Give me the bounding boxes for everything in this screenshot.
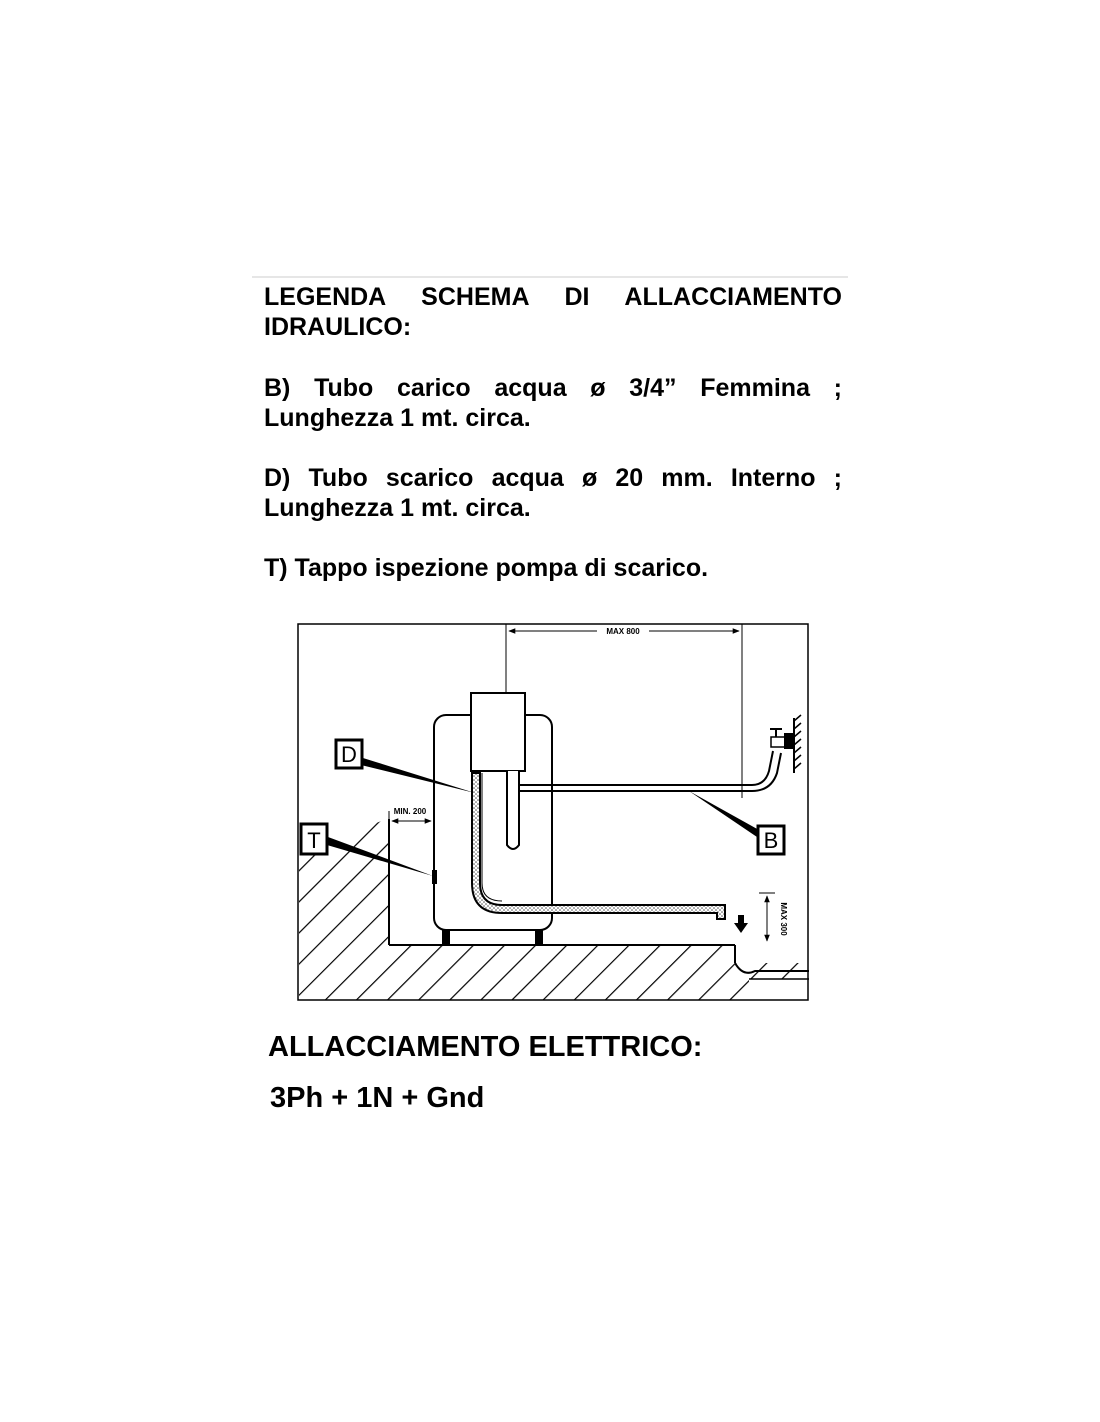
legend-item-d: D) Tubo scarico acqua ø 20 mm. Interno ; Lunghezza 1 mt. circa. — [264, 464, 842, 522]
inlet-loop — [507, 771, 519, 849]
label-d: D — [341, 742, 357, 767]
electrical-value: 3Ph + 1N + Gnd — [270, 1082, 485, 1114]
max-height-label: MAX 300 — [779, 902, 788, 936]
hydraulic-legend — [264, 282, 842, 613]
legend-item-b: B) Tubo carico acqua ø 3/4” Femmina ; Lunghezza 1 mt. circa. — [264, 374, 842, 432]
max-width-label: MAX 800 — [606, 627, 640, 636]
legend-item-t: T) Tappo ispezione pompa di scarico. — [264, 554, 709, 582]
electrical-title: ALLACCIAMENTO ELETTRICO: — [268, 1031, 703, 1063]
control-box — [471, 693, 525, 771]
label-t: T — [307, 828, 321, 853]
legend-title: LEGENDA SCHEMA DI ALLACCIAMENTO IDRAULICO: — [264, 283, 842, 341]
hydraulic-connection-diagram — [297, 623, 809, 1001]
inspection-cap — [432, 870, 437, 884]
top-divider — [252, 276, 848, 278]
min-gap-label: MIN. 200 — [393, 807, 427, 816]
label-b: B — [763, 828, 779, 853]
